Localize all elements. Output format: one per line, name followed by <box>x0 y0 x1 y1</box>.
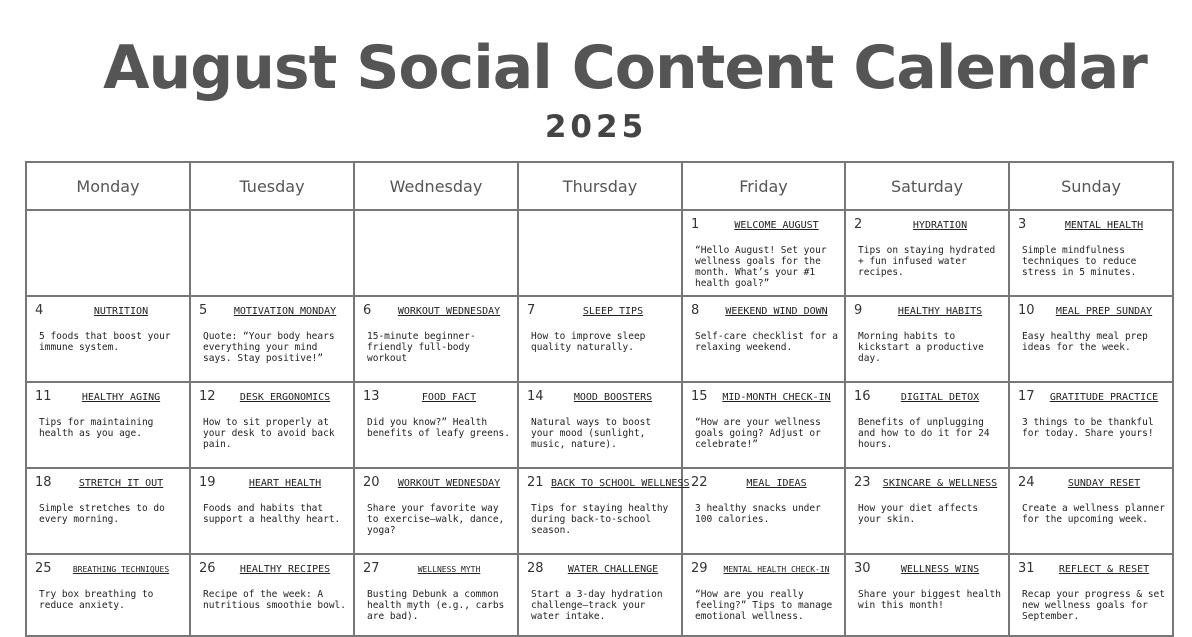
day-cell-header <box>527 561 675 576</box>
day-topic: WORKOUT WEDNESDAY <box>397 306 501 317</box>
day-number: 28 <box>527 561 544 576</box>
day-cell-content <box>191 555 353 611</box>
day-cell-header <box>1018 475 1166 490</box>
day-description: Recipe of the week: A nutritious smoothie bowl. <box>203 589 346 611</box>
weekday-header: Wednesday <box>354 162 518 210</box>
day-cell-content <box>519 383 681 450</box>
day-cell-header <box>691 217 838 232</box>
empty-day-cell <box>354 210 518 296</box>
day-cell-header <box>1018 217 1166 232</box>
day-cell <box>1009 382 1173 468</box>
day-topic: HEALTHY HABITS <box>897 306 983 317</box>
day-cell <box>845 468 1009 554</box>
day-cell <box>354 554 518 636</box>
day-topic: DESK ERGONOMICS <box>239 392 331 403</box>
day-cell-header <box>363 389 511 404</box>
day-cell-header <box>199 475 347 490</box>
day-description: “Hello August! Set your wellness goals for the month. What’s your #1 health goal?” <box>695 245 827 289</box>
day-cell-content <box>355 297 517 364</box>
day-cell-header <box>527 303 675 318</box>
day-cell <box>190 296 354 382</box>
day-topic: REFLECT & RESET <box>1058 564 1150 575</box>
day-cell-header <box>35 389 183 404</box>
day-description: Tips for staying healthy during back-to-school season. <box>531 503 669 536</box>
day-cell <box>1009 554 1173 636</box>
day-cell-header <box>199 303 347 318</box>
weekday-header: Friday <box>682 162 845 210</box>
day-number: 26 <box>199 561 216 576</box>
day-description: Easy healthy meal prep ideas for the week. <box>1022 331 1148 353</box>
day-description: Natural ways to boost your mood (sunlight, music, nature). <box>531 417 652 450</box>
day-cell-content <box>846 383 1008 450</box>
day-cell-content <box>191 469 353 525</box>
day-cell-header <box>691 561 838 576</box>
day-cell <box>1009 210 1173 296</box>
day-cell-content <box>683 469 844 525</box>
day-description: Share your biggest health win this month! <box>858 589 1001 611</box>
weekday-header: Tuesday <box>190 162 354 210</box>
day-number: 27 <box>363 561 380 576</box>
weekday-header: Monday <box>26 162 190 210</box>
day-description: How to improve sleep quality naturally. <box>531 331 646 353</box>
day-topic: WEEKEND WIND DOWN <box>725 306 828 317</box>
day-cell-header <box>854 217 1002 232</box>
day-cell-content <box>519 555 681 622</box>
weekday-header: Saturday <box>845 162 1009 210</box>
day-number: 3 <box>1018 217 1027 232</box>
day-topic: STRETCH IT OUT <box>78 478 164 489</box>
day-cell-content <box>27 555 189 611</box>
day-description: Quote: “Your body hears everything your mind says. Stay positive!” <box>203 331 335 364</box>
day-cell-content <box>1010 469 1172 525</box>
day-cell-header <box>35 561 183 576</box>
day-cell-header <box>1018 303 1166 318</box>
day-topic: MOTIVATION MONDAY <box>233 306 337 317</box>
day-cell-content <box>683 383 844 450</box>
day-number: 14 <box>527 389 544 404</box>
day-cell <box>190 554 354 636</box>
day-cell <box>682 296 845 382</box>
day-description: Foods and habits that support a healthy heart. <box>203 503 341 525</box>
calendar-body <box>26 210 1173 636</box>
day-topic: MOOD BOOSTERS <box>573 392 653 403</box>
day-cell <box>518 468 690 554</box>
day-cell-header <box>527 389 675 404</box>
day-description: Busting Debunk a common health myth (e.g., carbs are bad). <box>367 589 505 622</box>
day-number: 7 <box>527 303 536 318</box>
day-topic: HYDRATION <box>912 220 968 231</box>
day-number: 18 <box>35 475 52 490</box>
day-cell <box>190 382 354 468</box>
week-row <box>26 554 1173 636</box>
day-number: 19 <box>199 475 216 490</box>
day-cell <box>682 210 845 296</box>
day-cell <box>518 554 682 636</box>
day-cell-content <box>355 555 517 622</box>
day-number: 4 <box>35 303 44 318</box>
day-topic: WATER CHALLENGE <box>567 564 659 575</box>
empty-day-cell <box>518 210 682 296</box>
day-number: 24 <box>1018 475 1035 490</box>
year-subtitle: 2025 <box>544 109 648 145</box>
day-topic: SUNDAY RESET <box>1067 478 1141 489</box>
day-number: 11 <box>35 389 52 404</box>
day-number: 23 <box>854 475 871 490</box>
day-number: 1 <box>691 217 700 232</box>
day-topic: WELLNESS MYTH <box>417 565 481 574</box>
weekday-header: Thursday <box>518 162 682 210</box>
day-topic: FOOD FACT <box>421 392 477 403</box>
day-number: 13 <box>363 389 380 404</box>
day-cell-header <box>199 389 347 404</box>
day-description: 5 foods that boost your immune system. <box>39 331 171 353</box>
day-cell-content <box>519 297 681 353</box>
day-number: 17 <box>1018 389 1035 404</box>
day-topic: SKINCARE & WELLNESS <box>882 478 998 489</box>
day-cell-header <box>35 303 183 318</box>
day-cell-header <box>691 303 838 318</box>
day-description: Simple mindfulness techniques to reduce stress in 5 minutes. <box>1022 245 1137 278</box>
day-number: 15 <box>691 389 708 404</box>
day-description: Share your favorite way to exercise—walk, dance, yoga? <box>367 503 505 536</box>
day-cell-content <box>1010 211 1172 278</box>
day-topic: HEALTHY AGING <box>81 392 161 403</box>
weekday-header-row <box>26 162 1173 210</box>
day-cell <box>1009 468 1173 554</box>
day-cell-header <box>691 475 838 490</box>
day-cell-header <box>363 475 511 490</box>
day-cell <box>845 554 1009 636</box>
day-topic: HEART HEALTH <box>248 478 322 489</box>
day-cell-header <box>199 561 347 576</box>
day-cell <box>682 382 845 468</box>
day-number: 21 <box>527 475 544 490</box>
day-cell-header <box>363 303 511 318</box>
day-description: 3 things to be thankful for today. Share yours! <box>1022 417 1154 439</box>
day-number: 2 <box>854 217 863 232</box>
calendar-table <box>25 161 1174 637</box>
day-cell-content <box>683 297 844 353</box>
day-cell <box>1009 296 1173 382</box>
day-cell-header <box>363 561 511 576</box>
day-cell-content <box>1010 297 1172 353</box>
day-topic: MID-MONTH CHECK-IN <box>722 392 831 403</box>
day-description: Start a 3-day hydration challenge—track your water intake. <box>531 589 663 622</box>
day-cell-header <box>854 303 1002 318</box>
day-cell-content <box>355 469 517 536</box>
day-cell <box>26 468 190 554</box>
day-cell <box>354 296 518 382</box>
day-topic: MEAL PREP SUNDAY <box>1055 306 1153 317</box>
day-cell <box>518 296 682 382</box>
empty-day-cell <box>190 210 354 296</box>
day-description: Create a wellness planner for the upcoming week. <box>1022 503 1165 525</box>
day-description: Recap your progress & set new wellness goals for September. <box>1022 589 1165 622</box>
week-row <box>26 210 1173 296</box>
day-description: Try box breathing to reduce anxiety. <box>39 589 154 611</box>
day-number: 5 <box>199 303 208 318</box>
day-cell <box>26 382 190 468</box>
day-number: 9 <box>854 303 863 318</box>
day-cell-header <box>1018 561 1166 576</box>
day-cell <box>518 382 682 468</box>
day-cell <box>354 468 518 554</box>
week-row <box>26 382 1173 468</box>
day-cell-content <box>355 383 517 439</box>
day-cell-header <box>1018 389 1166 404</box>
day-description: Did you know?” Health benefits of leafy greens. <box>367 417 510 439</box>
day-cell-content <box>1010 555 1172 622</box>
day-number: 22 <box>691 475 708 490</box>
day-topic: BACK TO SCHOOL WELLNESS <box>551 478 690 489</box>
day-cell-content <box>191 383 353 450</box>
day-topic: WORKOUT WEDNESDAY <box>397 478 501 489</box>
day-number: 30 <box>854 561 871 576</box>
day-number: 25 <box>35 561 52 576</box>
day-number: 8 <box>691 303 700 318</box>
day-number: 10 <box>1018 303 1035 318</box>
day-description: Tips on staying hydrated + fun infused water recipes. <box>858 245 996 278</box>
day-description: How to sit properly at your desk to avoid back pain. <box>203 417 335 450</box>
day-cell-header <box>854 475 1002 490</box>
day-cell <box>845 296 1009 382</box>
day-topic: WELLNESS WINS <box>900 564 980 575</box>
day-topic: WELCOME AUGUST <box>734 220 819 231</box>
day-topic: MENTAL HEALTH CHECK-IN <box>723 565 830 574</box>
day-description: 15-minute beginner-friendly full-body workout <box>367 331 476 364</box>
day-description: “How are your wellness goals going? Adjust or celebrate!” <box>695 417 821 450</box>
day-cell <box>845 382 1009 468</box>
day-cell-header <box>691 389 838 404</box>
day-topic: MENTAL HEALTH <box>1064 220 1144 231</box>
week-row <box>26 468 1173 554</box>
day-cell-content <box>191 297 353 364</box>
day-cell <box>845 210 1009 296</box>
day-cell <box>190 468 354 554</box>
day-number: 31 <box>1018 561 1035 576</box>
day-description: Self-care checklist for a relaxing weekend. <box>695 331 838 353</box>
day-cell-content <box>27 383 189 439</box>
empty-day-cell <box>26 210 190 296</box>
day-cell-header <box>854 561 1002 576</box>
day-topic: BREATHING TECHNIQUES <box>72 565 170 574</box>
week-row <box>26 296 1173 382</box>
day-description: Benefits of unplugging and how to do it for 24 hours. <box>858 417 990 450</box>
day-cell <box>26 296 190 382</box>
day-topic: NUTRITION <box>93 306 149 317</box>
day-description: Tips for maintaining health as you age. <box>39 417 154 439</box>
day-cell-content <box>846 555 1008 611</box>
day-topic: SLEEP TIPS <box>582 306 644 317</box>
day-description: “How are you really feeling?” Tips to manage emotional wellness. <box>695 589 833 622</box>
day-number: 29 <box>691 561 708 576</box>
page-title: August Social Content Calendar <box>103 33 1147 103</box>
day-description: How your diet affects your skin. <box>858 503 979 525</box>
day-cell-content <box>27 469 189 525</box>
day-description: Simple stretches to do every morning. <box>39 503 165 525</box>
day-number: 12 <box>199 389 216 404</box>
day-topic: GRATITUDE PRACTICE <box>1049 392 1159 403</box>
day-topic: HEALTHY RECIPES <box>239 564 331 575</box>
day-cell <box>354 382 518 468</box>
day-cell-content <box>1010 383 1172 439</box>
day-number: 16 <box>854 389 871 404</box>
day-cell-header <box>35 475 183 490</box>
day-cell-header <box>527 475 690 490</box>
day-cell-content <box>27 297 189 353</box>
day-cell-content <box>683 555 844 622</box>
day-number: 6 <box>363 303 372 318</box>
day-topic: DIGITAL DETOX <box>900 392 980 403</box>
weekday-header: Sunday <box>1009 162 1173 210</box>
day-cell-content <box>846 469 1008 525</box>
day-description: 3 healthy snacks under 100 calories. <box>695 503 821 525</box>
day-cell <box>682 468 845 554</box>
day-topic: MEAL IDEAS <box>746 478 807 489</box>
day-cell-content <box>519 469 690 536</box>
day-cell-content <box>846 297 1008 364</box>
day-description: Morning habits to kickstart a productive day. <box>858 331 984 364</box>
day-cell-header <box>854 389 1002 404</box>
day-cell-content <box>846 211 1008 278</box>
day-cell <box>682 554 845 636</box>
day-cell-content <box>683 211 844 289</box>
day-cell <box>26 554 190 636</box>
day-number: 20 <box>363 475 380 490</box>
